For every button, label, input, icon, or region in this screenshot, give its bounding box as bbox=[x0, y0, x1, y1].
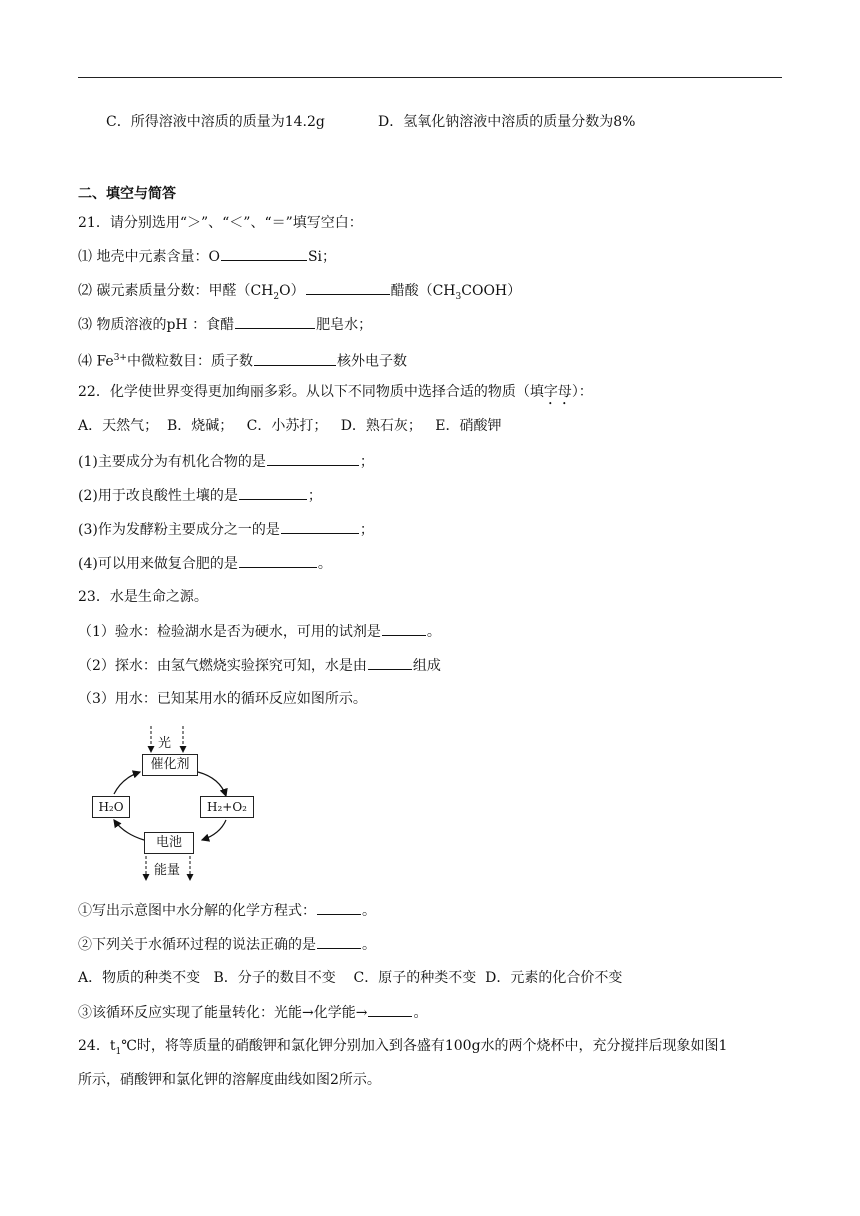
q21-item-2: ⑵ 碳元素质量分数：甲醛$(CH_2O)$ 醋酸$(CH_3COOH)$ bbox=[78, 280, 521, 307]
answer-blank[interactable] bbox=[254, 351, 336, 366]
battery-box: 电池 bbox=[144, 832, 194, 854]
answer-blank[interactable] bbox=[267, 451, 359, 466]
q22-options: A．天然气； B．烧碱； C．小苏打； D．熟石灰； E．硝酸钾 bbox=[78, 418, 502, 434]
answer-blank[interactable] bbox=[368, 655, 412, 670]
header-rule bbox=[78, 77, 782, 78]
q24-line-2: 所示，硝酸钾和氯化钾的溶解度曲线如图2所示。 bbox=[78, 1072, 381, 1088]
q23-sub-2: ②下列关于水循环过程的说法正确的是 。 bbox=[78, 934, 376, 955]
q23-stem: 23．水是生命之源。 bbox=[78, 589, 208, 605]
q22-item-2: (2)用于改良酸性土壤的是 ； bbox=[78, 485, 322, 506]
energy-label: 能量 bbox=[154, 863, 181, 878]
light-label: 光 bbox=[158, 736, 172, 751]
q24-line-1: 24．$t_1℃$时，将等质量的硝酸钾和氯化钾分别加入到各盛有100g水的两个烧杯中，充分搅拌后现象如图1 bbox=[78, 1038, 728, 1057]
hydrogen-oxygen-box: H₂+O₂ bbox=[200, 796, 254, 818]
q22-item-4: (4)可以用来做复合肥的是 。 bbox=[78, 553, 332, 574]
q23-sub-2-options: A．物质的种类不变 B．分子的数目不变 C．原子的种类不变 D．元素的化合价不变 bbox=[78, 970, 623, 986]
answer-blank[interactable] bbox=[235, 314, 315, 329]
q22-item-1: (1)主要成分为有机化合物的是 ； bbox=[78, 451, 374, 472]
catalyst-box: 催化剂 bbox=[142, 754, 198, 776]
answer-blank[interactable] bbox=[306, 280, 390, 295]
water-box: H₂O bbox=[92, 796, 130, 818]
q21-item-4: ⑷ $Fe^{3+}$中微粒数目：质子数 核外电子数 bbox=[78, 348, 407, 372]
q23-part-3: （3）用水：已知某用水的循环反应如图所示。 bbox=[78, 691, 367, 707]
answer-blank[interactable] bbox=[221, 246, 307, 261]
option-d: D．氢氧化钠溶液中溶质的质量分数为8% bbox=[378, 114, 636, 130]
answer-blank[interactable] bbox=[239, 553, 317, 568]
q21-item-1: ⑴ 地壳中元素含量：O Si； bbox=[78, 246, 336, 267]
answer-blank[interactable] bbox=[281, 519, 359, 534]
answer-blank[interactable] bbox=[317, 934, 361, 949]
answer-blank[interactable] bbox=[317, 900, 361, 915]
q22-item-3: (3)作为发酵粉主要成分之一的是 ； bbox=[78, 519, 374, 540]
answer-blank[interactable] bbox=[368, 1002, 412, 1017]
q23-part-2: （2）探水：由氢气燃烧实验探究可知，水是由 组成 bbox=[78, 655, 441, 676]
answer-blank[interactable] bbox=[239, 485, 307, 500]
option-c: C．所得溶液中溶质的质量为14.2g bbox=[106, 114, 325, 130]
section-title: 二、填空与简答 bbox=[78, 186, 176, 202]
q23-sub-1: ①写出示意图中水分解的化学方程式： 。 bbox=[78, 900, 376, 921]
q22-stem: 22．化学使世界变得更加绚丽多彩。从以下不同物质中选择合适的物质（填字母）： bbox=[78, 384, 593, 400]
water-cycle-diagram bbox=[88, 724, 258, 884]
q21-stem: 21．请分别选用“＞”、“＜”、“＝”填写空白： bbox=[78, 215, 363, 231]
q21-item-3: ⑶ 物质溶液的pH ：食醋 肥皂水； bbox=[78, 314, 372, 335]
answer-blank[interactable] bbox=[382, 621, 426, 636]
q23-sub-3: ③该循环反应实现了能量转化：光能→化学能→ 。 bbox=[78, 1002, 427, 1023]
q23-part-1: （1）验水：检验湖水是否为硬水，可用的试剂是 。 bbox=[78, 621, 441, 642]
